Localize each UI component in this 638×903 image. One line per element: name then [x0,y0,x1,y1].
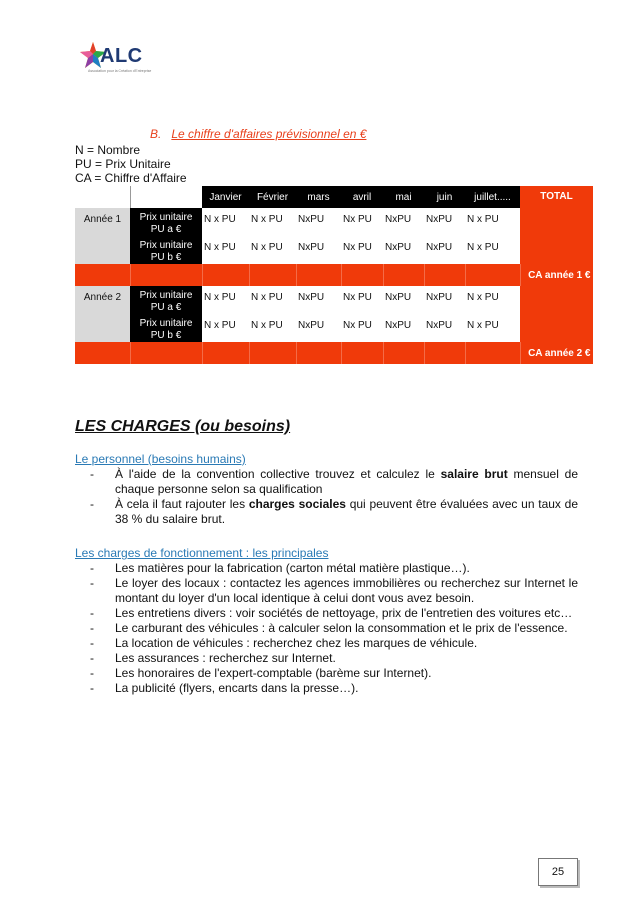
list-item [90,681,578,696]
subtotal-label: CA année 1 € [520,264,593,286]
month-header: Février [249,186,296,208]
value-cell: NxPU [296,208,341,236]
value-cell: NxPU [424,236,465,264]
unit-price-value: PU b € [150,252,182,263]
subtotal-filler [249,342,296,364]
subtotal-filler [383,342,424,364]
personnel-list [90,467,578,527]
text-run: mensuel de chaque personne selon sa qualification [115,467,578,496]
revenue-forecast-table [75,186,594,364]
subtotal-filler [424,264,465,286]
month-header: avril [341,186,383,208]
subtotal-filler [130,342,202,364]
text-bold: salaire brut [440,467,508,481]
month-header: Janvier [202,186,249,208]
value-cell: NxPU [424,208,465,236]
value-cell: Nx PU [341,236,383,264]
list-item [90,666,578,681]
unit-price-value: PU a € [150,224,182,235]
value-cell: NxPU [383,236,424,264]
unit-price-value: PU a € [150,302,182,313]
logo-tagline: Association pour la Création d'Entreprise [88,69,152,73]
subtotal-filler [202,342,249,364]
operating-costs-heading: Les charges de fonctionnement : les principales [75,546,329,560]
list-item [90,636,578,651]
unit-price-label: Prix unitaire [139,240,193,251]
definition-pu: PU = Prix Unitaire [75,157,171,171]
list-item [90,576,578,606]
list-item-text: La location de véhicules : recherchez chez les marques de véhicule. [115,636,478,650]
total-header: TOTAL [520,186,593,264]
unit-price-cell [130,208,202,236]
list-item [90,621,578,636]
personnel-heading: Le personnel (besoins humains) [75,452,246,466]
table-row [75,208,593,236]
subtotal-filler [383,264,424,286]
value-cell: N x PU [249,236,296,264]
list-dash: - [90,497,94,511]
list-item-text: Le carburant des véhicules : à calculer selon la consommation et le prix de l'essence. [115,621,568,635]
subtotal-filler [296,264,341,286]
list-item-text: Le loyer des locaux : contactez les agences immobilières ou recherchez sur Internet le montant du loyer d'un local identique à celui dont vous avez besoin. [115,576,578,605]
value-cell: NxPU [383,314,424,342]
value-cell: N x PU [202,236,249,264]
list-dash: - [90,651,94,665]
month-header: juillet..... [465,186,520,208]
total-cell [520,286,593,342]
value-cell: NxPU [424,286,465,314]
month-header: mai [383,186,424,208]
subtotal-filler [75,342,130,364]
list-dash: - [90,467,94,481]
subtotal-row [75,264,593,286]
value-cell: N x PU [202,286,249,314]
list-dash: - [90,681,94,695]
list-item [90,467,578,497]
month-header: juin [424,186,465,208]
list-dash: - [90,621,94,635]
value-cell: N x PU [249,286,296,314]
list-dash: - [90,606,94,620]
operating-costs-list [90,561,578,696]
year-label-empty [75,236,130,264]
list-item-text: Les matières pour la fabrication (carton métal matière plastique…). [115,561,470,575]
list-item-text: Les assurances : recherchez sur Internet. [115,651,336,665]
year-label-empty [75,314,130,342]
month-header: mars [296,186,341,208]
charges-heading: LES CHARGES (ou besoins) [75,418,291,435]
definitions [75,143,187,185]
value-cell: N x PU [465,236,520,264]
list-item [90,651,578,666]
definition-ca: CA = Chiffre d'Affaire [75,171,187,185]
unit-price-label: Prix unitaire [139,290,193,301]
subtotal-filler [75,264,130,286]
subtotal-row [75,342,593,364]
header-empty-cell [75,186,130,208]
list-item-text: Les entretiens divers : voir sociétés de nettoyage, prix de l'entretien des voitures etc… [115,606,573,620]
list-item-text [115,467,578,497]
value-cell: NxPU [383,286,424,314]
year-label: Année 1 [75,208,130,236]
definition-n: N = Nombre [75,143,141,157]
value-cell: N x PU [465,208,520,236]
unit-price-cell [130,236,202,264]
subtitle-text: Le chiffre d'affaires prévisionnel en € [171,127,367,141]
unit-price-label: Prix unitaire [139,318,193,329]
list-item [90,561,578,576]
year-label: Année 2 [75,286,130,314]
text-bold: charges sociales [248,497,346,511]
table-row [75,286,593,314]
list-dash: - [90,666,94,680]
text-run: À l'aide de la convention collective trouvez et calculez le [115,467,441,481]
logo-text: ALC [100,45,143,67]
table-header-row [75,186,593,208]
subtotal-filler [202,264,249,286]
value-cell: N x PU [465,314,520,342]
subtotal-filler [130,264,202,286]
value-cell: Nx PU [341,286,383,314]
table-row [75,236,593,264]
value-cell: NxPU [383,208,424,236]
value-cell: N x PU [202,208,249,236]
alc-logo [78,40,168,78]
list-dash: - [90,636,94,650]
subtotal-label: CA année 2 € [520,342,593,364]
value-cell: N x PU [465,286,520,314]
list-item [90,497,578,527]
text-run: qui peuvent être évaluées avec un taux de 38 % du salaire brut. [115,497,578,526]
unit-price-cell [130,314,202,342]
section-subtitle [150,127,366,141]
text-run: À cela il faut rajouter les [115,497,249,511]
value-cell: N x PU [202,314,249,342]
list-item-text [115,497,578,527]
value-cell: N x PU [249,208,296,236]
subtotal-filler [296,342,341,364]
value-cell: NxPU [296,236,341,264]
subtotal-filler [341,264,383,286]
value-cell: NxPU [296,286,341,314]
subtotal-filler [341,342,383,364]
list-dash: - [90,561,94,575]
list-item [90,606,578,621]
unit-price-label: Prix unitaire [139,212,193,223]
header-empty-cell [130,186,202,208]
subtotal-filler [465,342,520,364]
list-item-text: La publicité (flyers, encarts dans la presse…). [115,681,359,695]
subtitle-letter: B. [150,127,162,141]
list-dash: - [90,576,94,590]
value-cell: N x PU [249,314,296,342]
subtotal-filler [465,264,520,286]
subtotal-filler [249,264,296,286]
table-row [75,314,593,342]
unit-price-value: PU b € [150,330,182,341]
value-cell: NxPU [424,314,465,342]
unit-price-cell [130,286,202,314]
value-cell: Nx PU [341,208,383,236]
list-item-text: Les honoraires de l'expert-comptable (barème sur Internet). [115,666,432,680]
subtotal-filler [424,342,465,364]
page-number: 25 [538,858,578,886]
value-cell: NxPU [296,314,341,342]
value-cell: Nx PU [341,314,383,342]
